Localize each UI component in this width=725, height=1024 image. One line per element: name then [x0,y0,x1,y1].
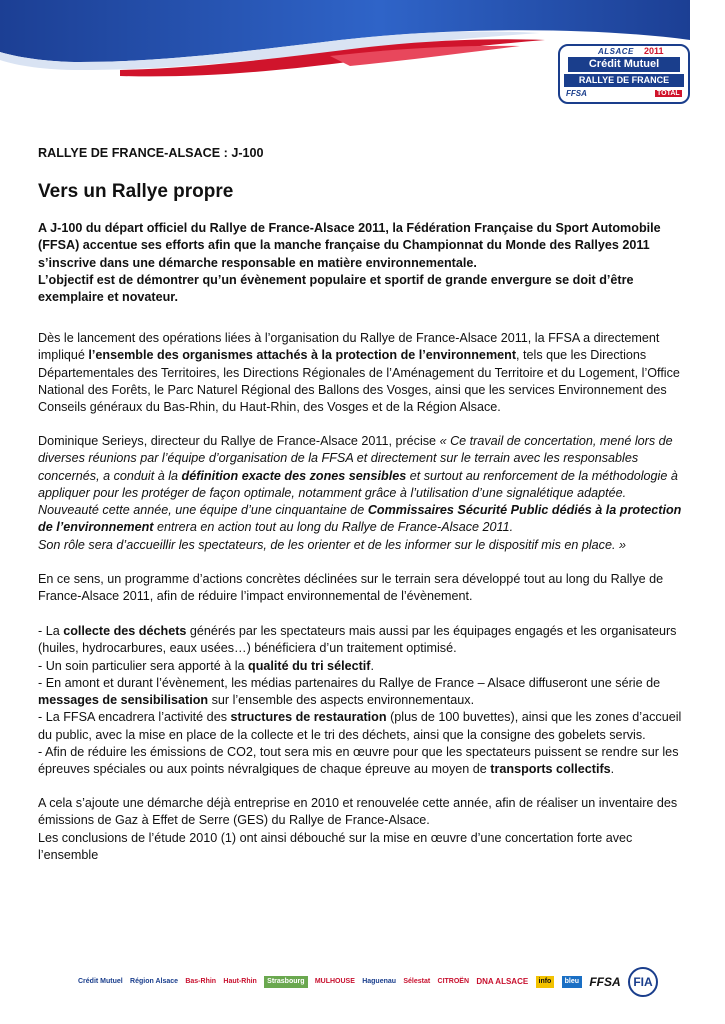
list-item: - Afin de réduire les émissions de CO2, tout sera mis en œuvre pour que les spectateurs puissent se rendre sur les épreuves spéciales ou aux points névralgiques de chaque épreuve au moyen de transports collectifs. [38,745,679,777]
p2-quote-g: entrera en action tout au long du Rallye de France-Alsace 2011. [153,520,514,535]
list-item: - En amont et durant l’évènement, les médias partenaires du Rallye de France – Alsace diffuseront une série de messages de sensibilisation sur l’ensemble des aspects environnementaux. [38,675,661,708]
logo-rallye-text: RALLYE DE FRANCE [564,74,684,87]
partner-logo-fia: FIA [628,967,658,997]
partner-logo-haut-rhin: Haut-Rhin [223,978,257,985]
paragraph-programme [38,571,688,606]
p1-bold: l’ensemble des organismes attachés à la protection de l’environnement [88,348,517,363]
page-title: Vers un Rallye propre [38,181,234,202]
p2-quote-e: Nouveauté cette année, une équipe d’une cinquantaine de [38,503,368,518]
p1-text-c: , tels que les Directions Départementales des Territoires, les Directions Régionales de l’Aménagement du Territoire et du Logement, l’Office National des Forêts, le Parc Naturel Régional des Ballons des Vosges, ainsi que les services Environnement des Conseils généraux du Bas-Rhin, du Haut-Rhin, des Vosges et de la Région Alsace. [38,348,680,415]
lead-text-2: L’objectif est de démontrer qu’un évènement populaire et sportif de grande envergure se doit d’être exemplaire et novateur. [38,272,634,305]
list-item: - La FFSA encadrera l’activité des structures de restauration (plus de 100 buvettes), ainsi que les zones d’accueil du public, avec la mise en place de la collecte et le tri des déchets, ainsi que la consigne des gobelets servis. [38,710,682,742]
partner-logo-dna: DNA ALSACE [476,977,529,986]
partner-logo-bas-rhin: Bas-Rhin [185,978,217,985]
logo-total-text: TOTAL [657,90,680,97]
paragraph-organismes [38,330,688,416]
p3-text: En ce sens, un programme d’actions concrètes déclinées sur le terrain sera développé tout au long du Rallye de France-Alsace 2011, afin de réduire l’impact environnemental de l’évènement. [38,572,664,604]
p2-text-a: Dominique Serieys, directeur du Rallye de France-Alsace 2011, précise [38,434,440,448]
p2-bold-f: Commissaires Sécurité Public dédiés à la protection de l’environnement [38,503,682,535]
partner-logo-mulhouse: MULHOUSE [314,978,355,985]
p1-text-a: Dès le lancement des opérations liées à l’organisation du Rallye de France-Alsace 2011, la FFSA a directement impliqué [38,331,660,363]
p2-quote-d: et surtout au renforcement de la méthodologie à appliquer pour les protéger de façon optimale, notamment grâce à l’utilisation d’une signalétique adaptée. [38,468,678,500]
partner-logo-ffsa: FFSA [589,975,621,989]
partner-logo-bleu: bleu [562,976,582,988]
partner-logo-credit-mutuel: Crédit Mutuel [78,978,123,985]
p2-quote-b: « Ce travail de concertation, mené lors de diverses réunions par l’équipe d’organisation de la FFSA et directement sur le terrain avec les responsables concernés, a conduit à la [38,434,673,483]
partner-logos [78,964,658,1000]
lead-text: A J-100 du départ officiel du Rallye de France-Alsace 2011, la Fédération Française du Sport Automobile (FFSA) accentue ses efforts afin que la manche française du Championnat du Monde des Rallyes 2011 s’inscrive dans une démarche responsable en matière environnementale. [38,221,661,270]
p4-text-b: Les conclusions de l’étude 2010 (1) ont ainsi débouché sur la mise en œuvre d’une concertation forte avec l’ensemble [38,830,633,862]
logo-ffsa-text: FFSA [566,89,587,98]
list-item: - La collecte des déchets générés par les spectateurs mais aussi par les équipages engagés et les organisateurs (huiles, hydrocarbures, eaux usées…) bénéficiera d’un traitement optimisé. [38,624,677,656]
partner-logo-region-alsace: Région Alsace [130,978,179,985]
partner-logo-strasbourg: Strasbourg [264,976,307,988]
p4-text-a: A cela s’ajoute une démarche déjà entreprise en 2010 et renouvelée cette année, afin de réaliser un inventaire des émissions de Gaz à Effet de Serre (GES) du Rallye de France-Alsace. [38,796,678,828]
p2-quote-h: Son rôle sera d’accueillir les spectateurs, de les orienter et de les informer sur le dispositif mis en place. » [38,537,626,552]
partner-logo-citroen: CITROËN [437,978,470,985]
partner-logo-selestat: Sélestat [403,978,431,985]
logo-alsace-text: ALSACE [598,47,634,56]
p2-bold-c: définition exacte des zones sensibles [181,468,407,483]
kicker-heading: RALLYE DE FRANCE-ALSACE : J-100 [38,146,264,160]
partner-logo-info: info [536,976,555,988]
rallye-logo [558,44,690,104]
paragraph-quote [38,433,688,554]
logo-credit-mutuel-text: Crédit Mutuel [568,57,680,72]
list-item: - Un soin particulier sera apporté à la qualité du tri sélectif. [38,658,374,673]
actions-list [38,623,688,779]
logo-year-text: 2011 [644,46,664,56]
paragraph-ges [38,795,688,864]
partner-logo-haguenau: Haguenau [362,978,397,985]
lead-paragraph [38,220,688,306]
